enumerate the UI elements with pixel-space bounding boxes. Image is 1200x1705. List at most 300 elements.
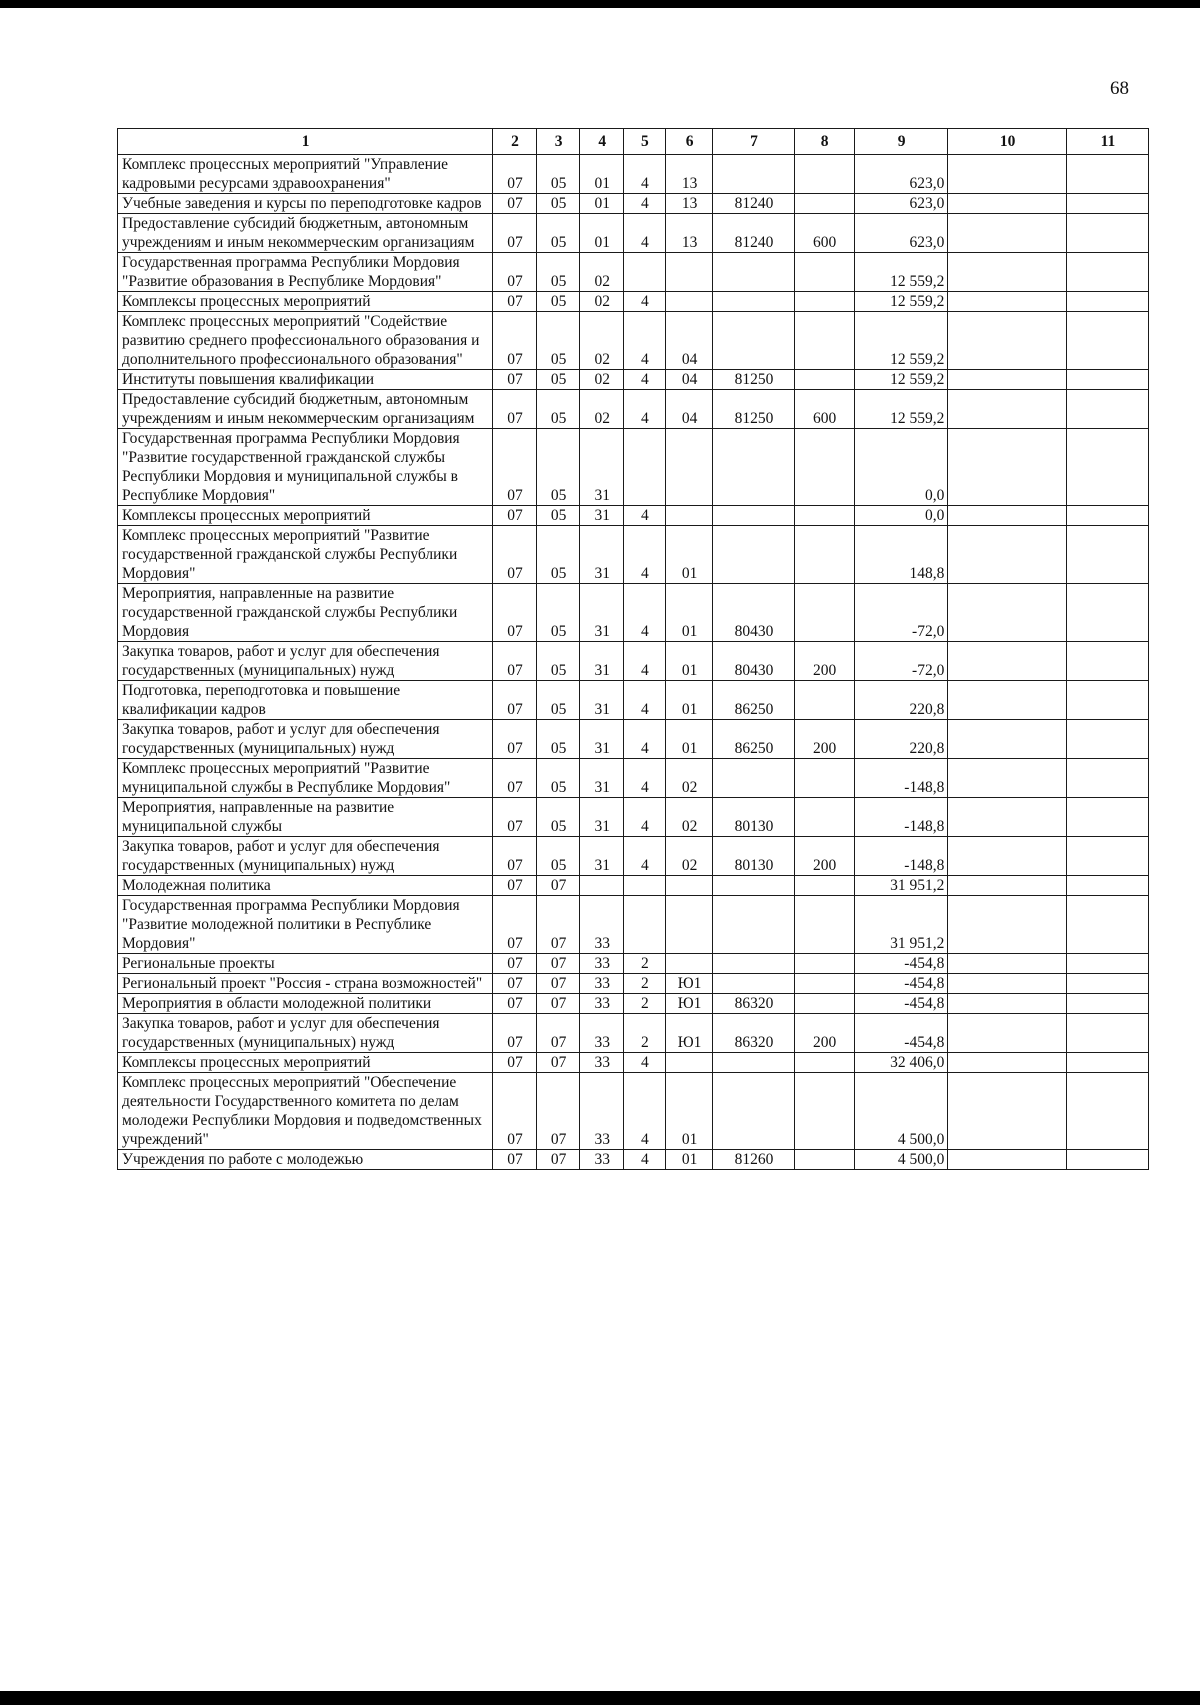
program-code-cell: 31: [580, 584, 624, 642]
section-code-cell: 07: [493, 974, 537, 994]
row-name-cell: Государственная программа Республики Мордовия "Развитие государственной гражданской службы Республики Мордовия и муниципальной службы в Республике Мордовия": [118, 429, 493, 506]
subsection-code-cell: 07: [536, 994, 580, 1014]
expense-type-cell: 600: [794, 390, 854, 429]
table-row: [118, 370, 1149, 390]
header-cell: 6: [665, 129, 713, 155]
program-code-cell: 02: [580, 312, 624, 370]
expense-type-cell: 600: [794, 214, 854, 253]
row-name-cell: Комплексы процессных мероприятий: [118, 1053, 493, 1073]
column-11-cell: [1066, 155, 1148, 194]
section-code-cell: 07: [493, 292, 537, 312]
section-code-cell: 07: [493, 312, 537, 370]
event-code-cell: 13: [665, 155, 713, 194]
column-10-cell: [948, 292, 1066, 312]
subsection-code-cell: 05: [536, 642, 580, 681]
amount-cell: -148,8: [854, 798, 948, 837]
table-row: [118, 759, 1149, 798]
column-11-cell: [1066, 974, 1148, 994]
column-10-cell: [948, 155, 1066, 194]
column-11-cell: [1066, 994, 1148, 1014]
row-name-cell: Комплексы процессных мероприятий: [118, 292, 493, 312]
table-body: [118, 155, 1149, 1170]
subprogram-code-cell: 4: [624, 390, 666, 429]
table-row: [118, 429, 1149, 506]
column-11-cell: [1066, 526, 1148, 584]
subsection-code-cell: 05: [536, 720, 580, 759]
amount-cell: 12 559,2: [854, 253, 948, 292]
subsection-code-cell: 05: [536, 370, 580, 390]
direction-code-cell: [713, 954, 794, 974]
amount-cell: 12 559,2: [854, 292, 948, 312]
direction-code-cell: 80430: [713, 584, 794, 642]
table-row: [118, 584, 1149, 642]
column-10-cell: [948, 798, 1066, 837]
expense-type-cell: [794, 312, 854, 370]
header-cell: 4: [580, 129, 624, 155]
program-code-cell: 02: [580, 390, 624, 429]
section-code-cell: 07: [493, 584, 537, 642]
row-name-cell: Закупка товаров, работ и услуг для обеспечения государственных (муниципальных) нужд: [118, 642, 493, 681]
program-code-cell: 33: [580, 1073, 624, 1150]
expense-type-cell: [794, 1053, 854, 1073]
subprogram-code-cell: 4: [624, 798, 666, 837]
amount-cell: 12 559,2: [854, 312, 948, 370]
column-11-cell: [1066, 798, 1148, 837]
direction-code-cell: 80130: [713, 837, 794, 876]
subprogram-code-cell: 4: [624, 584, 666, 642]
column-11-cell: [1066, 642, 1148, 681]
column-11-cell: [1066, 1053, 1148, 1073]
row-name-cell: Закупка товаров, работ и услуг для обеспечения государственных (муниципальных) нужд: [118, 720, 493, 759]
subsection-code-cell: 05: [536, 506, 580, 526]
event-code-cell: 04: [665, 370, 713, 390]
column-10-cell: [948, 253, 1066, 292]
amount-cell: 220,8: [854, 720, 948, 759]
subsection-code-cell: 05: [536, 194, 580, 214]
subprogram-code-cell: 4: [624, 1073, 666, 1150]
amount-cell: 12 559,2: [854, 390, 948, 429]
expense-type-cell: [794, 194, 854, 214]
event-code-cell: [665, 506, 713, 526]
subprogram-code-cell: 2: [624, 1014, 666, 1053]
column-11-cell: [1066, 292, 1148, 312]
column-10-cell: [948, 214, 1066, 253]
column-11-cell: [1066, 370, 1148, 390]
direction-code-cell: [713, 759, 794, 798]
row-name-cell: Комплекс процессных мероприятий "Содействие развитию среднего профессионального образования и дополнительного профессионального образования": [118, 312, 493, 370]
row-name-cell: Мероприятия, направленные на развитие муниципальной службы: [118, 798, 493, 837]
row-name-cell: Мероприятия в области молодежной политики: [118, 994, 493, 1014]
program-code-cell: 33: [580, 954, 624, 974]
event-code-cell: [665, 292, 713, 312]
subsection-code-cell: 05: [536, 390, 580, 429]
program-code-cell: 01: [580, 155, 624, 194]
row-name-cell: Предоставление субсидий бюджетным, автономным учреждениям и иным некоммерческим организациям: [118, 390, 493, 429]
section-code-cell: 07: [493, 994, 537, 1014]
expense-type-cell: [794, 584, 854, 642]
subprogram-code-cell: 4: [624, 759, 666, 798]
direction-code-cell: 86320: [713, 1014, 794, 1053]
program-code-cell: 31: [580, 429, 624, 506]
column-11-cell: [1066, 896, 1148, 954]
direction-code-cell: 86250: [713, 720, 794, 759]
section-code-cell: 07: [493, 429, 537, 506]
event-code-cell: [665, 1053, 713, 1073]
subprogram-code-cell: 2: [624, 974, 666, 994]
column-10-cell: [948, 642, 1066, 681]
subprogram-code-cell: 4: [624, 312, 666, 370]
column-10-cell: [948, 312, 1066, 370]
row-name-cell: Комплекс процессных мероприятий "Развитие муниципальной службы в Республике Мордовия": [118, 759, 493, 798]
program-code-cell: 33: [580, 974, 624, 994]
row-name-cell: Мероприятия, направленные на развитие государственной гражданской службы Республики Мордовия: [118, 584, 493, 642]
event-code-cell: 01: [665, 584, 713, 642]
program-code-cell: 31: [580, 526, 624, 584]
event-code-cell: 02: [665, 837, 713, 876]
subprogram-code-cell: 4: [624, 155, 666, 194]
amount-cell: -454,8: [854, 994, 948, 1014]
direction-code-cell: [713, 526, 794, 584]
expense-type-cell: 200: [794, 642, 854, 681]
row-name-cell: Молодежная политика: [118, 876, 493, 896]
table-row: [118, 642, 1149, 681]
amount-cell: 31 951,2: [854, 896, 948, 954]
row-name-cell: Подготовка, переподготовка и повышение квалификации кадров: [118, 681, 493, 720]
expense-type-cell: [794, 759, 854, 798]
amount-cell: 0,0: [854, 506, 948, 526]
table-row: [118, 876, 1149, 896]
subprogram-code-cell: 4: [624, 642, 666, 681]
column-10-cell: [948, 1150, 1066, 1170]
amount-cell: 623,0: [854, 155, 948, 194]
subprogram-code-cell: [624, 896, 666, 954]
column-10-cell: [948, 390, 1066, 429]
column-11-cell: [1066, 390, 1148, 429]
event-code-cell: 04: [665, 390, 713, 429]
row-name-cell: Закупка товаров, работ и услуг для обеспечения государственных (муниципальных) нужд: [118, 837, 493, 876]
amount-cell: -454,8: [854, 1014, 948, 1053]
subsection-code-cell: 07: [536, 896, 580, 954]
section-code-cell: 07: [493, 759, 537, 798]
event-code-cell: 04: [665, 312, 713, 370]
row-name-cell: Региональный проект "Россия - страна возможностей": [118, 974, 493, 994]
expense-type-cell: [794, 429, 854, 506]
direction-code-cell: 81240: [713, 194, 794, 214]
event-code-cell: 01: [665, 681, 713, 720]
table-row: [118, 720, 1149, 759]
section-code-cell: 07: [493, 954, 537, 974]
column-10-cell: [948, 1073, 1066, 1150]
expense-type-cell: [794, 253, 854, 292]
direction-code-cell: 81240: [713, 214, 794, 253]
event-code-cell: 01: [665, 1150, 713, 1170]
direction-code-cell: [713, 876, 794, 896]
program-code-cell: 31: [580, 798, 624, 837]
section-code-cell: 07: [493, 390, 537, 429]
event-code-cell: Ю1: [665, 1014, 713, 1053]
table-row: [118, 292, 1149, 312]
program-code-cell: 33: [580, 994, 624, 1014]
event-code-cell: [665, 253, 713, 292]
subprogram-code-cell: 4: [624, 194, 666, 214]
expense-type-cell: 200: [794, 837, 854, 876]
amount-cell: 0,0: [854, 429, 948, 506]
table-row: [118, 390, 1149, 429]
direction-code-cell: 80430: [713, 642, 794, 681]
program-code-cell: 01: [580, 214, 624, 253]
row-name-cell: Учебные заведения и курсы по переподготовке кадров: [118, 194, 493, 214]
program-code-cell: 33: [580, 1150, 624, 1170]
table-row: [118, 214, 1149, 253]
event-code-cell: Ю1: [665, 974, 713, 994]
event-code-cell: 02: [665, 759, 713, 798]
column-10-cell: [948, 837, 1066, 876]
expense-type-cell: [794, 1150, 854, 1170]
section-code-cell: 07: [493, 837, 537, 876]
amount-cell: -454,8: [854, 954, 948, 974]
section-code-cell: 07: [493, 1014, 537, 1053]
column-10-cell: [948, 526, 1066, 584]
subsection-code-cell: 07: [536, 954, 580, 974]
scan-border-bottom: [0, 1691, 1200, 1705]
header-cell: 11: [1066, 129, 1148, 155]
table-row: [118, 194, 1149, 214]
expense-type-cell: 200: [794, 1014, 854, 1053]
subsection-code-cell: 07: [536, 876, 580, 896]
direction-code-cell: 86320: [713, 994, 794, 1014]
subprogram-code-cell: 4: [624, 720, 666, 759]
expense-type-cell: [794, 681, 854, 720]
direction-code-cell: [713, 253, 794, 292]
expense-type-cell: [794, 292, 854, 312]
table-row: [118, 994, 1149, 1014]
event-code-cell: [665, 429, 713, 506]
amount-cell: 148,8: [854, 526, 948, 584]
section-code-cell: 07: [493, 155, 537, 194]
table-row: [118, 312, 1149, 370]
section-code-cell: 07: [493, 1150, 537, 1170]
subsection-code-cell: 05: [536, 584, 580, 642]
table-row: [118, 798, 1149, 837]
row-name-cell: Комплекс процессных мероприятий "Управление кадровыми ресурсами здравоохранения": [118, 155, 493, 194]
program-code-cell: 31: [580, 720, 624, 759]
event-code-cell: 01: [665, 1073, 713, 1150]
section-code-cell: 07: [493, 720, 537, 759]
table-row: [118, 155, 1149, 194]
event-code-cell: [665, 954, 713, 974]
program-code-cell: 33: [580, 1014, 624, 1053]
section-code-cell: 07: [493, 798, 537, 837]
column-10-cell: [948, 506, 1066, 526]
direction-code-cell: [713, 974, 794, 994]
column-11-cell: [1066, 681, 1148, 720]
program-code-cell: 31: [580, 506, 624, 526]
subprogram-code-cell: 4: [624, 681, 666, 720]
subsection-code-cell: 07: [536, 974, 580, 994]
expense-type-cell: [794, 798, 854, 837]
amount-cell: -72,0: [854, 642, 948, 681]
amount-cell: 32 406,0: [854, 1053, 948, 1073]
subsection-code-cell: 05: [536, 526, 580, 584]
subprogram-code-cell: 2: [624, 954, 666, 974]
section-code-cell: 07: [493, 1053, 537, 1073]
direction-code-cell: [713, 1073, 794, 1150]
event-code-cell: 01: [665, 642, 713, 681]
direction-code-cell: [713, 292, 794, 312]
row-name-cell: Институты повышения квалификации: [118, 370, 493, 390]
section-code-cell: 07: [493, 194, 537, 214]
expense-type-cell: [794, 974, 854, 994]
expense-type-cell: [794, 954, 854, 974]
subsection-code-cell: 07: [536, 1053, 580, 1073]
section-code-cell: 07: [493, 370, 537, 390]
subprogram-code-cell: 4: [624, 1150, 666, 1170]
section-code-cell: 07: [493, 642, 537, 681]
column-11-cell: [1066, 876, 1148, 896]
event-code-cell: 01: [665, 720, 713, 759]
expense-type-cell: [794, 370, 854, 390]
direction-code-cell: [713, 429, 794, 506]
column-11-cell: [1066, 194, 1148, 214]
column-10-cell: [948, 720, 1066, 759]
subsection-code-cell: 07: [536, 1014, 580, 1053]
expense-type-cell: [794, 155, 854, 194]
table-row: [118, 526, 1149, 584]
program-code-cell: 31: [580, 681, 624, 720]
subsection-code-cell: 07: [536, 1150, 580, 1170]
column-11-cell: [1066, 584, 1148, 642]
header-cell: 10: [948, 129, 1066, 155]
subprogram-code-cell: 4: [624, 292, 666, 312]
table-row: [118, 506, 1149, 526]
direction-code-cell: 81250: [713, 370, 794, 390]
column-10-cell: [948, 994, 1066, 1014]
table-row: [118, 954, 1149, 974]
amount-cell: 31 951,2: [854, 876, 948, 896]
column-11-cell: [1066, 720, 1148, 759]
direction-code-cell: [713, 1053, 794, 1073]
column-11-cell: [1066, 253, 1148, 292]
direction-code-cell: [713, 506, 794, 526]
column-11-cell: [1066, 312, 1148, 370]
program-code-cell: [580, 876, 624, 896]
column-11-cell: [1066, 759, 1148, 798]
column-10-cell: [948, 1053, 1066, 1073]
program-code-cell: 01: [580, 194, 624, 214]
column-10-cell: [948, 370, 1066, 390]
subprogram-code-cell: 4: [624, 837, 666, 876]
event-code-cell: 13: [665, 194, 713, 214]
column-11-cell: [1066, 1150, 1148, 1170]
header-cell: 8: [794, 129, 854, 155]
row-name-cell: Комплексы процессных мероприятий: [118, 506, 493, 526]
event-code-cell: [665, 876, 713, 896]
section-code-cell: 07: [493, 1073, 537, 1150]
program-code-cell: 33: [580, 1053, 624, 1073]
table-row: [118, 1014, 1149, 1053]
row-name-cell: Государственная программа Республики Мордовия "Развитие образования в Республике Мордовия": [118, 253, 493, 292]
section-code-cell: 07: [493, 681, 537, 720]
event-code-cell: Ю1: [665, 994, 713, 1014]
section-code-cell: 07: [493, 506, 537, 526]
subsection-code-cell: 05: [536, 681, 580, 720]
amount-cell: -148,8: [854, 759, 948, 798]
column-10-cell: [948, 1014, 1066, 1053]
subsection-code-cell: 05: [536, 798, 580, 837]
subprogram-code-cell: [624, 253, 666, 292]
table-row: [118, 253, 1149, 292]
event-code-cell: 13: [665, 214, 713, 253]
column-10-cell: [948, 584, 1066, 642]
column-11-cell: [1066, 506, 1148, 526]
expense-type-cell: [794, 506, 854, 526]
header-cell: 5: [624, 129, 666, 155]
column-11-cell: [1066, 1073, 1148, 1150]
subprogram-code-cell: 4: [624, 370, 666, 390]
table-row: [118, 1150, 1149, 1170]
subsection-code-cell: 05: [536, 312, 580, 370]
column-10-cell: [948, 429, 1066, 506]
expense-type-cell: [794, 876, 854, 896]
subsection-code-cell: 05: [536, 759, 580, 798]
subprogram-code-cell: [624, 876, 666, 896]
expense-type-cell: [794, 1073, 854, 1150]
column-10-cell: [948, 876, 1066, 896]
expense-type-cell: 200: [794, 720, 854, 759]
amount-cell: -72,0: [854, 584, 948, 642]
direction-code-cell: 80130: [713, 798, 794, 837]
column-11-cell: [1066, 954, 1148, 974]
amount-cell: 623,0: [854, 194, 948, 214]
section-code-cell: 07: [493, 253, 537, 292]
event-code-cell: 01: [665, 526, 713, 584]
program-code-cell: 02: [580, 370, 624, 390]
direction-code-cell: 86250: [713, 681, 794, 720]
section-code-cell: 07: [493, 896, 537, 954]
amount-cell: 4 500,0: [854, 1073, 948, 1150]
row-name-cell: Закупка товаров, работ и услуг для обеспечения государственных (муниципальных) нужд: [118, 1014, 493, 1053]
program-code-cell: 02: [580, 253, 624, 292]
header-cell: 1: [118, 129, 493, 155]
budget-table: [117, 128, 1149, 1170]
header-row: [118, 129, 1149, 155]
section-code-cell: 07: [493, 214, 537, 253]
direction-code-cell: [713, 312, 794, 370]
column-10-cell: [948, 194, 1066, 214]
section-code-cell: 07: [493, 526, 537, 584]
subsection-code-cell: 05: [536, 837, 580, 876]
expense-type-cell: [794, 994, 854, 1014]
amount-cell: 220,8: [854, 681, 948, 720]
direction-code-cell: [713, 155, 794, 194]
table-row: [118, 1053, 1149, 1073]
row-name-cell: Учреждения по работе с молодежью: [118, 1150, 493, 1170]
program-code-cell: 33: [580, 896, 624, 954]
column-10-cell: [948, 896, 1066, 954]
table-row: [118, 896, 1149, 954]
column-11-cell: [1066, 429, 1148, 506]
subprogram-code-cell: 2: [624, 994, 666, 1014]
column-10-cell: [948, 681, 1066, 720]
header-cell: 9: [854, 129, 948, 155]
amount-cell: -454,8: [854, 974, 948, 994]
amount-cell: -148,8: [854, 837, 948, 876]
table-row: [118, 1073, 1149, 1150]
row-name-cell: Государственная программа Республики Мордовия "Развитие молодежной политики в Республике Мордовия": [118, 896, 493, 954]
column-10-cell: [948, 759, 1066, 798]
subsection-code-cell: 05: [536, 214, 580, 253]
event-code-cell: 02: [665, 798, 713, 837]
